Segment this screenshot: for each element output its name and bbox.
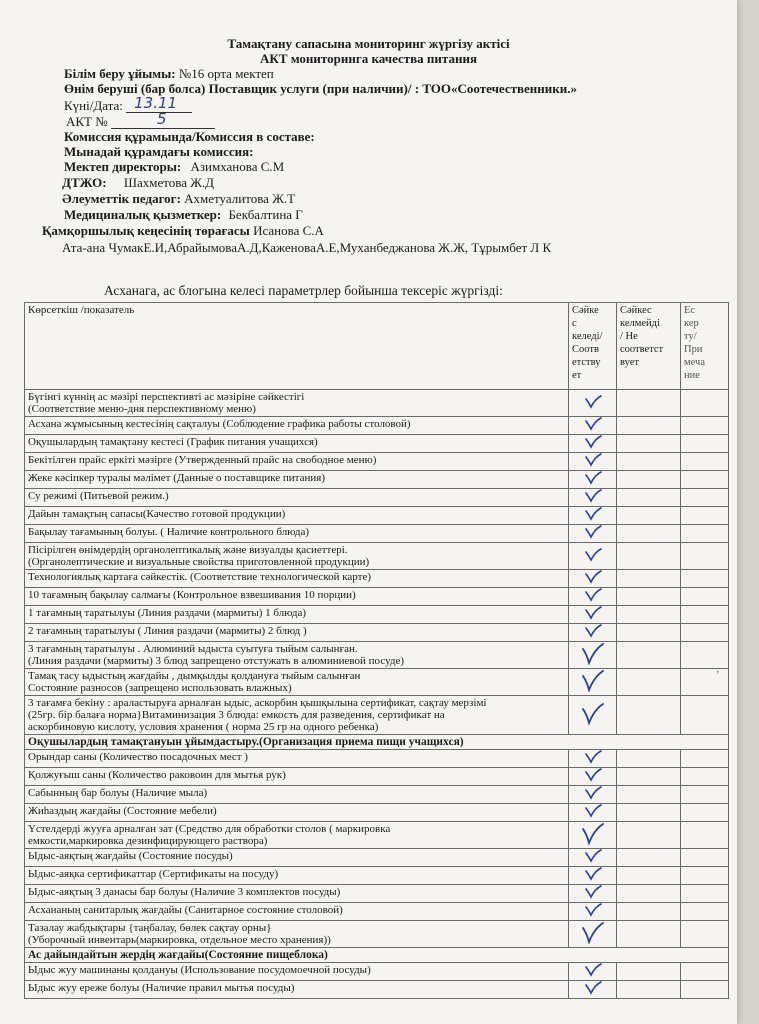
- complies-cell[interactable]: [569, 981, 617, 999]
- checkmark-icon: [581, 703, 605, 725]
- note-cell[interactable]: [681, 786, 729, 804]
- note-cell[interactable]: [681, 588, 729, 606]
- checkmark-icon: [581, 922, 605, 944]
- date-label: Күні/Дата:: [64, 98, 123, 113]
- complies-cell[interactable]: [569, 417, 617, 435]
- indicator-cell: [25, 471, 569, 489]
- not-complies-cell[interactable]: [617, 525, 681, 543]
- header-complies-line: с: [572, 318, 577, 329]
- not-complies-cell[interactable]: [617, 669, 681, 696]
- monitoring-table: [24, 302, 729, 999]
- not-complies-cell[interactable]: [617, 981, 681, 999]
- indicator-line: аскорбиновую кислоту, условия хранения ( норма 25 гр на одного ребенка): [28, 721, 379, 733]
- checkmark-icon: [584, 570, 602, 584]
- indicator-cell: [25, 903, 569, 921]
- member-name: Ахметуалитова Ж.Т: [184, 191, 296, 206]
- checkmark-icon: [584, 395, 602, 409]
- title-kz: Тамақтану сапасына мониторинг жүргізу актісі: [227, 36, 510, 51]
- checkmark-icon: [584, 489, 602, 503]
- checkmark-icon: [584, 435, 602, 449]
- not-complies-cell[interactable]: [617, 885, 681, 903]
- checkmark-icon: [584, 471, 602, 485]
- indicator-line: 10 тағамның бақылау салмағы (Контрольное взвешивания 10 порции): [28, 589, 356, 601]
- indicator-cell: [25, 453, 569, 471]
- supplier-value: ТОО«Соотечественники.»: [422, 81, 577, 96]
- header-not-complies-line: Сәйкес: [620, 305, 652, 316]
- note-cell[interactable]: [681, 642, 729, 669]
- indicator-line: Қолжуғыш саны (Количество раковоин для мытья рук): [28, 769, 286, 781]
- table-row: [25, 696, 729, 735]
- indicator-cell: [25, 786, 569, 804]
- note-cell[interactable]: [681, 981, 729, 999]
- intro-text: Асханага, ас блогына келесі параметрлер бойынша тексеріс жүргізді:: [104, 283, 503, 298]
- not-complies-cell[interactable]: [617, 606, 681, 624]
- note-cell[interactable]: [681, 963, 729, 981]
- complies-cell[interactable]: [569, 624, 617, 642]
- indicator-line: Ыдыс-аяқтың 3 данасы бар болуы (Наличие 3 комплектов посуды): [28, 886, 341, 898]
- indicator-cell: [25, 885, 569, 903]
- checkmark-icon: [581, 670, 605, 692]
- indicator-cell: [25, 390, 569, 417]
- table-section-row: [25, 948, 729, 963]
- complies-cell[interactable]: [569, 750, 617, 768]
- not-complies-cell[interactable]: [617, 750, 681, 768]
- member-name: Бекбалтина Г: [228, 207, 303, 222]
- indicator-line: 3 тағамға бекіну : араластыруға арналған ыдыс, аскорбин қышқылына сертификат, сақтау мерзімі: [28, 697, 487, 709]
- indicator-line: 1 тағамның таратылуы (Линия раздачи (мармиты) 1 блюда): [28, 607, 307, 619]
- indicator-cell: [25, 696, 569, 735]
- table-row: [25, 624, 729, 642]
- table-row: [25, 642, 729, 669]
- header-note-line: ту/: [684, 331, 697, 342]
- not-complies-cell[interactable]: [617, 696, 681, 735]
- note-cell[interactable]: [681, 885, 729, 903]
- checkmark-icon: [584, 417, 602, 431]
- header-note-line: ние: [684, 370, 700, 381]
- note-cell[interactable]: [681, 903, 729, 921]
- table-row: [25, 525, 729, 543]
- not-complies-cell[interactable]: [617, 921, 681, 948]
- not-complies-cell[interactable]: [617, 543, 681, 570]
- note-cell[interactable]: [681, 525, 729, 543]
- complies-cell[interactable]: [569, 669, 617, 696]
- complies-cell[interactable]: [569, 642, 617, 669]
- header-note-line: меча: [684, 357, 705, 368]
- note-cell[interactable]: [681, 750, 729, 768]
- member-medical: [64, 207, 303, 223]
- not-complies-cell[interactable]: [617, 768, 681, 786]
- table-row: [25, 903, 729, 921]
- complies-cell[interactable]: [569, 822, 617, 849]
- indicator-cell: [25, 849, 569, 867]
- commission-subtitle: Мынадай құрамдағы комиссия:: [64, 144, 254, 159]
- note-cell[interactable]: [681, 435, 729, 453]
- complies-cell[interactable]: [569, 489, 617, 507]
- checkmark-icon: [584, 525, 602, 539]
- indicator-cell: [25, 507, 569, 525]
- indicator-cell: [25, 804, 569, 822]
- checkmark-icon: [584, 804, 602, 818]
- checkmark-icon: [584, 453, 602, 467]
- title-ru: АКТ мониторинга качества питания: [260, 51, 477, 66]
- header-not-complies-line: соответст: [620, 344, 664, 355]
- header-not-complies: [617, 303, 681, 390]
- checkmark-icon: [581, 823, 605, 845]
- header-complies: [569, 303, 617, 390]
- table-row: [25, 921, 729, 948]
- table-row: [25, 489, 729, 507]
- header-complies-line: Соотв: [572, 344, 599, 355]
- checkmark-icon: [584, 903, 602, 917]
- complies-cell[interactable]: [569, 525, 617, 543]
- not-complies-cell[interactable]: [617, 588, 681, 606]
- indicator-line: емкости,маркировка дезинфицирующего раствора): [28, 835, 268, 847]
- indicator-line: Пісірілген өнімдердің органолептикалық және визуалды қасиеттері.: [28, 544, 348, 556]
- checkmark-icon: [584, 548, 602, 562]
- not-complies-cell[interactable]: [617, 471, 681, 489]
- checkmark-icon: [584, 768, 602, 782]
- header-indicator: Көрсеткіш /показатель: [25, 303, 569, 390]
- note-cell[interactable]: [681, 624, 729, 642]
- not-complies-cell[interactable]: [617, 849, 681, 867]
- indicator-line: Сабынның бар болуы (Наличие мыла): [28, 787, 208, 799]
- not-complies-cell[interactable]: [617, 822, 681, 849]
- table-row: [25, 963, 729, 981]
- indicator-line: (Органолептические и визуальные свойства приготовленной продукции): [28, 556, 370, 568]
- header-note-line: Ес: [684, 305, 696, 316]
- indicator-cell: [25, 606, 569, 624]
- note-cell[interactable]: [681, 768, 729, 786]
- member-social-pedagogue: [62, 191, 295, 207]
- note-cell[interactable]: [681, 696, 729, 735]
- table-row: [25, 390, 729, 417]
- header-not-complies-line: / Не: [620, 331, 638, 342]
- checkmark-icon: [584, 981, 602, 995]
- note-cell[interactable]: [681, 507, 729, 525]
- indicator-line: Су режимі (Питьевой режим.): [28, 490, 169, 502]
- indicator-line: (Соответствие меню-дня перспективному меню): [28, 403, 256, 415]
- header-note-line: При: [684, 344, 703, 355]
- section-title-line: Оқушылардың тамақтануын ұйымдастыру.(Организация приема пищи учащихся): [28, 736, 464, 748]
- indicator-cell: [25, 588, 569, 606]
- indicator-line: Жеке кәсіпкер туралы мәлімет (Данные о поставщике питания): [28, 472, 326, 484]
- table-row: [25, 849, 729, 867]
- checkmark-icon: [584, 786, 602, 800]
- table-row: [25, 669, 729, 696]
- indicator-cell: [25, 822, 569, 849]
- indicator-line: Ыдыс-аяқка сертификаттар (Сертификаты на посуду): [28, 868, 279, 880]
- table-section-row: [25, 735, 729, 750]
- indicator-cell: [25, 642, 569, 669]
- indicator-cell: [25, 981, 569, 999]
- checkmark-icon: [584, 507, 602, 521]
- table-row: [25, 750, 729, 768]
- not-complies-cell[interactable]: [617, 570, 681, 588]
- complies-cell[interactable]: [569, 963, 617, 981]
- indicator-line: Ыдыс жуу ереже болуы (Наличие правил мытья посуды): [28, 982, 295, 994]
- complies-cell[interactable]: [569, 588, 617, 606]
- not-complies-cell[interactable]: [617, 453, 681, 471]
- header-complies-line: ет: [572, 370, 582, 381]
- checkmark-icon: [584, 867, 602, 881]
- indicator-cell: [25, 525, 569, 543]
- section-title: [25, 735, 729, 750]
- indicator-line: 3 тағамның таратылуы . Алюминий ыдыста суытуға тыйым салынған.: [28, 643, 358, 655]
- indicator-line: Тазалау жабдықтары {таңбалау, бөлек сақтау орны}: [28, 922, 272, 934]
- note-cell[interactable]: [681, 822, 729, 849]
- table-body: [25, 303, 729, 999]
- indicator-line: Оқушылардың тамақтану кестесі (График питания учащихся): [28, 436, 318, 448]
- not-complies-cell[interactable]: [617, 963, 681, 981]
- indicator-line: Асхананың санитарлық жағдайы (Санитарное состояние столовой): [28, 904, 343, 916]
- indicator-line: (Уборочный инвентарь(маркировка, отдельное место хранения)): [28, 934, 331, 946]
- school-value: №16 орта мектеп: [178, 66, 274, 81]
- indicator-line: Дайын тамақтың сапасы(Качество готовой продукции): [28, 508, 286, 520]
- note-cell[interactable]: [681, 570, 729, 588]
- complies-cell[interactable]: [569, 867, 617, 885]
- table-row: [25, 804, 729, 822]
- header-not-complies-line: вует: [620, 357, 639, 368]
- table-row: [25, 417, 729, 435]
- indicator-line: 2 тағамның таратылуы ( Линия раздачи (мармиты) 2 блюд ): [28, 625, 307, 637]
- note-cell[interactable]: [681, 489, 729, 507]
- complies-cell[interactable]: [569, 606, 617, 624]
- table-row: [25, 867, 729, 885]
- indicator-line: Үстелдерді жууға арналған зат (Средство для обработки столов ( маркировка: [28, 823, 391, 835]
- not-complies-cell[interactable]: [617, 786, 681, 804]
- indicator-line: Состояние разносов (запрещено использовать влажных): [28, 682, 292, 694]
- note-cell[interactable]: [681, 669, 729, 696]
- table-row: [25, 786, 729, 804]
- complies-cell[interactable]: [569, 390, 617, 417]
- not-complies-cell[interactable]: [617, 390, 681, 417]
- table-row: [25, 570, 729, 588]
- header-complies-line: келеді/: [572, 331, 603, 342]
- not-complies-cell[interactable]: [617, 903, 681, 921]
- indicator-cell: [25, 750, 569, 768]
- act-field: [111, 110, 215, 129]
- complies-cell[interactable]: [569, 768, 617, 786]
- complies-cell[interactable]: [569, 543, 617, 570]
- complies-cell[interactable]: [569, 435, 617, 453]
- member-role: Әлеуметтік педагог:: [62, 191, 181, 206]
- indicator-cell: [25, 543, 569, 570]
- table-row: [25, 507, 729, 525]
- complies-cell[interactable]: [569, 849, 617, 867]
- note-cell[interactable]: [681, 417, 729, 435]
- complies-cell[interactable]: [569, 786, 617, 804]
- note-cell[interactable]: [681, 543, 729, 570]
- member-name: Шахметова Ж.Д: [123, 175, 214, 190]
- member-role: ДТЖО:: [62, 175, 107, 190]
- indicator-cell: [25, 867, 569, 885]
- section-title: [25, 948, 729, 963]
- table-row: [25, 885, 729, 903]
- indicator-cell: [25, 768, 569, 786]
- indicator-line: Бақылау тағамының болуы. ( Наличие контрольного блюда): [28, 526, 310, 538]
- note-cell[interactable]: [681, 453, 729, 471]
- header-complies-line: Сәйке: [572, 305, 599, 316]
- complies-cell[interactable]: [569, 507, 617, 525]
- table-header-row: [25, 303, 729, 390]
- indicator-line: Ыдыс жуу машинаны қолдануы (Использование посудомоечной посуды): [28, 964, 371, 976]
- indicator-line: Бекітілген прайс еркіті мәзірге (Утвержденный прайс на свободное меню): [28, 454, 377, 466]
- indicator-line: Орындар саны (Количество посадочных мест ): [28, 751, 248, 763]
- indicator-cell: [25, 417, 569, 435]
- date-value: 13.11: [134, 94, 178, 112]
- table-row: [25, 471, 729, 489]
- not-complies-cell[interactable]: [617, 507, 681, 525]
- header-note-line: кер: [684, 318, 699, 329]
- indicator-line: (25гр. бір балаға норма}Витаминизация 3 блюда: емкость для разведения, сертификат на: [28, 709, 445, 721]
- note-cell[interactable]: [681, 849, 729, 867]
- table-row: [25, 453, 729, 471]
- commission-intro: Комиссия құрамында/Комиссия в составе:: [64, 129, 315, 144]
- complies-cell[interactable]: [569, 921, 617, 948]
- member-name: ЧумакЕ.И,АбрайымоваА.Д,КаженоваА.Е,Муханбеджанова Ж.Ж, Тұрымбет Л К: [108, 240, 552, 255]
- member-board-chair: [42, 223, 324, 239]
- indicator-cell: [25, 570, 569, 588]
- member-parents: [62, 240, 551, 256]
- checkmark-icon: [584, 624, 602, 638]
- not-complies-cell[interactable]: [617, 642, 681, 669]
- member-role: Қамқоршылық кеңесінің төрағасы: [42, 223, 250, 238]
- indicator-cell: [25, 921, 569, 948]
- complies-cell[interactable]: [569, 570, 617, 588]
- indicator-line: Ыдыс-аяқтың жағдайы (Состояние посуды): [28, 850, 233, 862]
- complies-cell[interactable]: [569, 885, 617, 903]
- act-value: 5: [156, 110, 167, 128]
- member-director: [64, 159, 284, 175]
- complies-cell[interactable]: [569, 696, 617, 735]
- act-label: АКТ №: [66, 114, 108, 129]
- not-complies-cell[interactable]: [617, 417, 681, 435]
- note-cell[interactable]: [681, 606, 729, 624]
- table-row: [25, 606, 729, 624]
- header-not-complies-line: келмейді: [620, 318, 660, 329]
- header-complies-line: етству: [572, 357, 601, 368]
- table-row: [25, 543, 729, 570]
- indicator-cell: [25, 963, 569, 981]
- member-role: Ата-ана: [62, 240, 106, 255]
- section-title-line: Ас дайындайтын жердің жағдайы(Состояние пищеблока): [28, 949, 328, 961]
- table-row: [25, 588, 729, 606]
- note-cell[interactable]: [681, 921, 729, 948]
- note-cell[interactable]: [681, 390, 729, 417]
- indicator-cell: [25, 669, 569, 696]
- school-line: [64, 66, 274, 82]
- member-name: Азимханова С.М: [190, 159, 285, 174]
- table-row: [25, 981, 729, 999]
- not-complies-cell[interactable]: [617, 804, 681, 822]
- checkmark-icon: [584, 750, 602, 764]
- checkmark-icon: [584, 606, 602, 620]
- indicator-cell: [25, 624, 569, 642]
- indicator-cell: [25, 489, 569, 507]
- indicator-line: Бүгінгі күннің ас мәзірі перспективті ас мәзіріне сәйкестігі: [28, 391, 305, 403]
- table-row: [25, 435, 729, 453]
- margin-mark: ,: [716, 664, 719, 675]
- checkmark-icon: [584, 849, 602, 863]
- indicator-line: Жиһаздың жағдайы (Состояние мебели): [28, 805, 217, 817]
- complies-cell[interactable]: [569, 453, 617, 471]
- indicator-line: (Линия раздачи (мармиты) 3 блюд запрещено отстужать в алюминиевой посуде): [28, 655, 405, 667]
- member-name: Исанова С.А: [253, 223, 324, 238]
- school-label: Білім беру ұйымы:: [64, 66, 176, 81]
- checkmark-icon: [584, 963, 602, 977]
- note-cell[interactable]: [681, 471, 729, 489]
- member-deputy: [62, 175, 214, 191]
- not-complies-cell[interactable]: [617, 624, 681, 642]
- table-row: [25, 822, 729, 849]
- indicator-cell: [25, 435, 569, 453]
- indicator-line: Тамақ тасу ыдыстың жағдайы , дымқылды қолдануға тыйым салынған: [28, 670, 361, 682]
- indicator-line: Технологиялық картаға сәйкестік. (Соответствие технологической карте): [28, 571, 372, 583]
- supplier-label: Өнім беруші (бар болса) Поставщик услуги (при наличии)/ :: [64, 81, 420, 96]
- complies-cell[interactable]: [569, 804, 617, 822]
- not-complies-cell[interactable]: [617, 489, 681, 507]
- checkmark-icon: [584, 885, 602, 899]
- note-cell[interactable]: [681, 867, 729, 885]
- table-row: [25, 768, 729, 786]
- note-cell[interactable]: [681, 804, 729, 822]
- not-complies-cell[interactable]: [617, 867, 681, 885]
- not-complies-cell[interactable]: [617, 435, 681, 453]
- checkmark-icon: [581, 643, 605, 665]
- member-role: Мектеп директоры:: [64, 159, 182, 174]
- checkmark-icon: [584, 588, 602, 602]
- member-role: Медициналық қызметкер:: [64, 207, 222, 222]
- complies-cell[interactable]: [569, 903, 617, 921]
- complies-cell[interactable]: [569, 471, 617, 489]
- header-note: [681, 303, 729, 390]
- indicator-line: Асхана жұмысының кестесінің сақталуы (Соблюдение графика работы столовой): [28, 418, 411, 430]
